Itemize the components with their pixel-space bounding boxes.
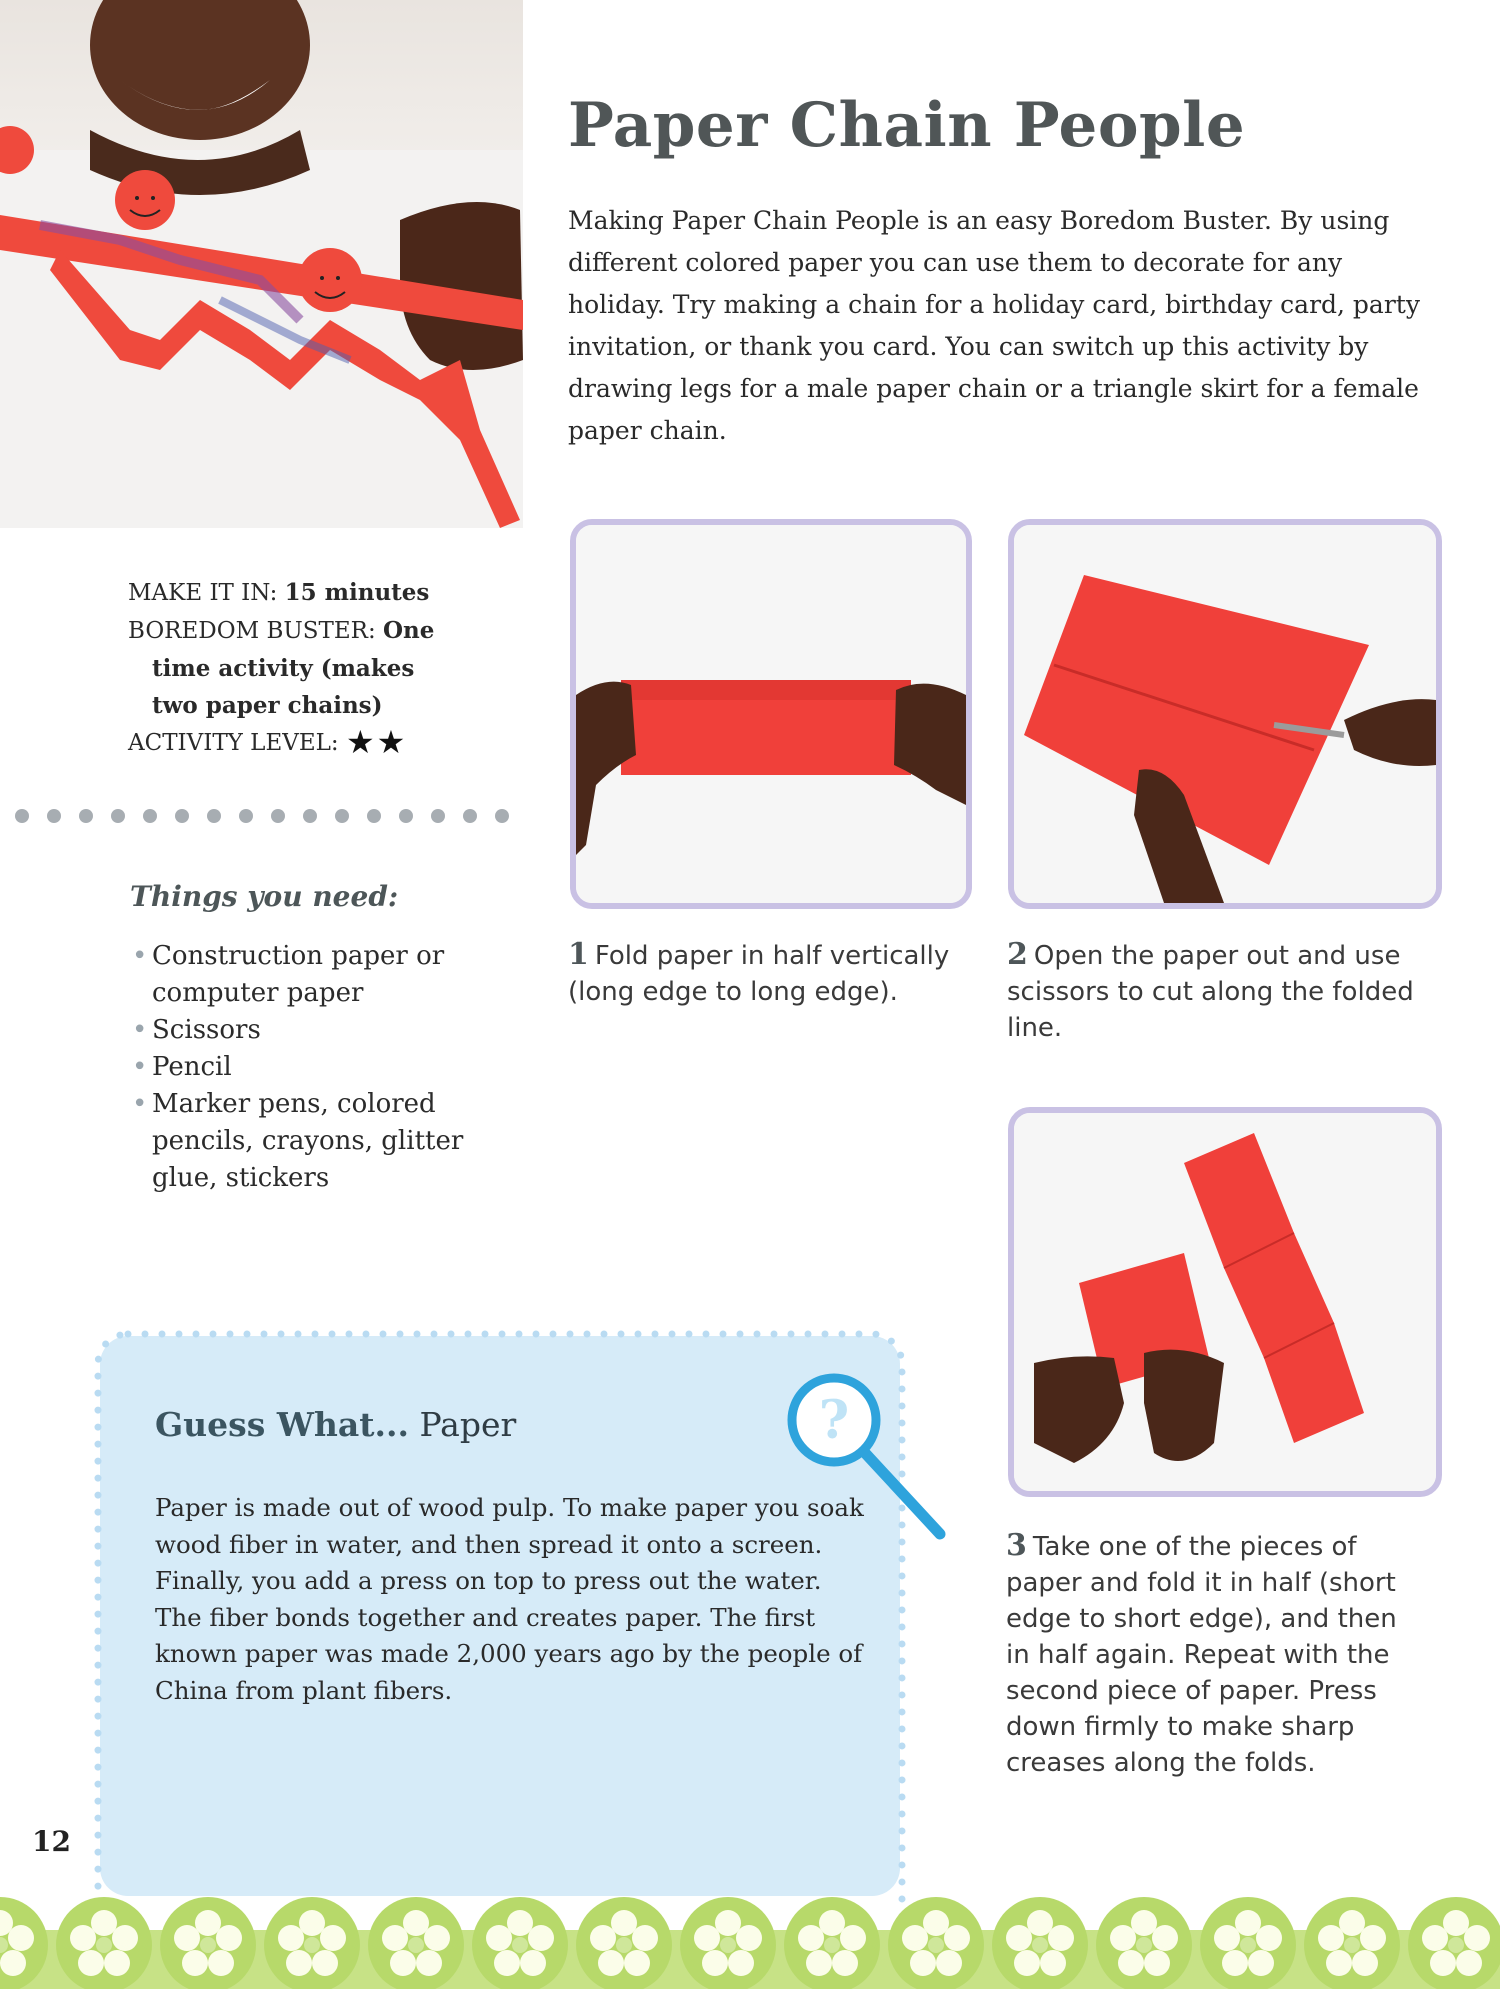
guess-what-lead: Guess What... <box>155 1405 409 1444</box>
magnifier-question-icon <box>782 1368 952 1548</box>
make-time-label: MAKE IT IN: <box>128 580 278 606</box>
question-mark: ? <box>818 1390 850 1451</box>
step-2-caption <box>1007 937 1447 1046</box>
step-1-caption <box>568 937 968 1010</box>
boredom-buster-row <box>128 612 468 650</box>
step-text: Open the paper out and use scissors to cut along the folded line. <box>1007 941 1414 1043</box>
boredom-buster-value-line-3: two paper chains) <box>152 692 383 719</box>
step-2-photo <box>1008 519 1442 909</box>
step-number: 3 <box>1006 1528 1027 1563</box>
guess-what-topic: Paper <box>408 1405 517 1444</box>
step-text: Take one of the pieces of paper and fold it in half (short edge to short edge), and then in half again. Repeat with the second piece of paper. Press down firmly to make sharp creases along the folds. <box>1006 1532 1397 1778</box>
list-item: • Pencil <box>130 1049 490 1086</box>
intro-paragraph: Making Paper Chain People is an easy Boredom Buster. By using different colored paper you can use them to decorate for any holiday. Try making a chain for a holiday card, birthday card, party invitation, or thank you card. You can switch up this activity by drawing legs for a male paper chain or a triangle skirt for a female paper chain. <box>568 206 1420 445</box>
step-3-caption <box>1006 1528 1426 1781</box>
step-1-photo <box>570 519 972 909</box>
list-item: • Scissors <box>130 1012 490 1049</box>
guess-what-text: Paper is made out of wood pulp. To make paper you soak wood fiber in water, and then spread it onto a screen. Finally, you add a press on top to press out the water. The fiber bonds together and creates paper. The first known paper was made 2,000 years ago by the people of China from plant fibers. <box>155 1493 864 1705</box>
page-number: 12 <box>32 1825 71 1858</box>
boredom-buster-label: BOREDOM BUSTER: <box>128 618 376 644</box>
things-you-need-heading: Things you need: <box>130 880 399 913</box>
make-time-value: 15 minutes <box>284 579 430 606</box>
list-item: • Marker pens, colored pencils, crayons, glitter glue, stickers <box>130 1086 490 1197</box>
materials-list <box>130 938 490 1197</box>
step-number: 1 <box>568 937 589 972</box>
step-3-photo <box>1008 1107 1442 1497</box>
star-icon: ★★ <box>345 723 408 761</box>
boredom-buster-value-line-2: time activity (makes <box>152 655 415 682</box>
activity-meta <box>128 574 468 762</box>
step-number: 2 <box>1007 937 1028 972</box>
activity-level-row <box>128 724 468 762</box>
boredom-buster-value: One <box>383 617 435 644</box>
guess-what-heading <box>155 1405 516 1444</box>
make-time-row <box>128 574 468 612</box>
activity-level-label: ACTIVITY LEVEL: <box>128 730 339 756</box>
list-item: • Construction paper or computer paper <box>130 938 490 1012</box>
dotted-divider <box>10 808 520 824</box>
page-title: Paper Chain People <box>568 90 1246 161</box>
hero-photo <box>0 0 523 528</box>
flower-border-decoration <box>0 1890 1500 1989</box>
step-text: Fold paper in half vertically (long edge to long edge). <box>568 941 950 1007</box>
